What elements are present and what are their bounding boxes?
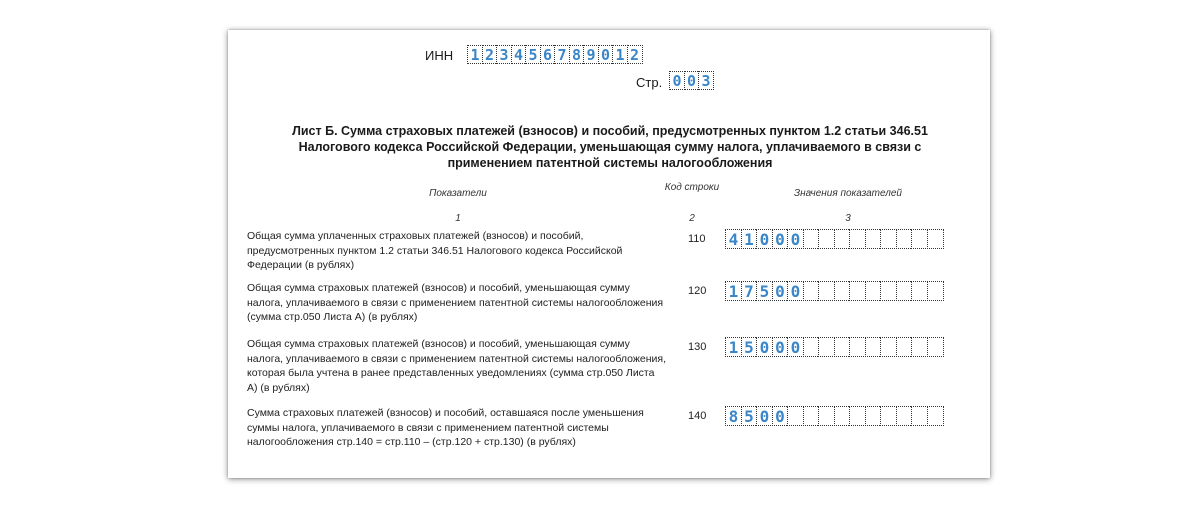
value-digit: [880, 229, 897, 249]
value-digit: [818, 406, 835, 426]
value-digit: 0: [756, 229, 773, 249]
value-digit: [865, 281, 882, 301]
value-digit: 0: [787, 281, 804, 301]
value-digit: 5: [741, 337, 758, 357]
form-sheet: [228, 30, 990, 478]
inn-digit: 1: [612, 45, 628, 64]
inn-digit: 0: [598, 45, 614, 64]
page-digit: 0: [684, 71, 700, 90]
value-digit: 0: [772, 229, 789, 249]
value-digit: [865, 337, 882, 357]
value-digit: 4: [725, 229, 742, 249]
page-label: Стр.: [636, 75, 663, 90]
row-code: 120: [688, 285, 707, 297]
inn-cells: [467, 45, 641, 64]
value-digit: [880, 337, 897, 357]
inn-digit: 8: [569, 45, 585, 64]
column-number-2: 2: [689, 213, 695, 224]
value-digit: 0: [772, 337, 789, 357]
row-code: 110: [688, 233, 706, 245]
inn-digit: 5: [525, 45, 541, 64]
value-digit: [834, 337, 851, 357]
inn-label: ИНН: [425, 48, 454, 63]
value-digit: [865, 406, 882, 426]
value-digit: 1: [741, 229, 758, 249]
value-digit: [818, 281, 835, 301]
column-header-indicators: Показатели: [429, 188, 487, 199]
row-code: 130: [688, 341, 707, 353]
row-description: Общая сумма уплаченных страховых платежей (взносов) и пособий, предусмотренных пунктом 1.2 статьи 346.51 Налогового кодекса Российской Федерации (в рублях): [247, 230, 623, 271]
value-digit: 7: [741, 281, 758, 301]
value-digit: [911, 229, 928, 249]
column-number-3: 3: [845, 213, 851, 224]
value-digit: 1: [725, 281, 742, 301]
inn-digit: 1: [467, 45, 483, 64]
sheet-title: Лист Б. Сумма страховых платежей (взносов) и пособий, предусмотренных пунктом 1.2 статьи 346.51 Налогового кодекса Российской Федерации, уменьшающая сумму налога, уплачиваемого в связи с применением патентной системы налогообложения: [292, 124, 928, 170]
value-digit: [865, 229, 882, 249]
value-digit: [834, 281, 851, 301]
value-digit: [849, 281, 866, 301]
value-digit: [927, 229, 944, 249]
page-cells: [669, 71, 713, 90]
value-digit: [927, 281, 944, 301]
value-digit: [927, 406, 944, 426]
page-digit: 3: [698, 71, 714, 90]
value-digit: [880, 406, 897, 426]
value-digit: [880, 281, 897, 301]
value-digit: [818, 229, 835, 249]
value-digit: 0: [756, 337, 773, 357]
column-number-1: 1: [455, 213, 461, 224]
inn-digit: 9: [583, 45, 599, 64]
row-description: Общая сумма страховых платежей (взносов) и пособий, уменьшающая сумму налога, уплачиваемого в связи с применением патентной системы налогообложения, которая была учтена в ранее представленных уведомлениях (сумма стр.050 Листа А) (в рублях): [247, 338, 667, 394]
value-digit: [896, 229, 913, 249]
value-digit: [803, 406, 820, 426]
value-digit: 8: [725, 406, 742, 426]
value-digit: [911, 406, 928, 426]
value-digit: [787, 406, 804, 426]
value-digit: [803, 337, 820, 357]
value-digit: 0: [787, 229, 804, 249]
inn-digit: 7: [554, 45, 570, 64]
value-digit: [896, 406, 913, 426]
value-digit: [911, 337, 928, 357]
value-digit: [911, 281, 928, 301]
value-digit: [834, 406, 851, 426]
inn-digit: 3: [496, 45, 512, 64]
value-digit: [927, 337, 944, 357]
column-header-code: Код строки: [664, 182, 720, 193]
value-digit: [803, 229, 820, 249]
value-cells: [725, 281, 942, 301]
value-cells: [725, 406, 942, 426]
value-cells: [725, 337, 942, 357]
page-digit: 0: [669, 71, 685, 90]
column-header-values: Значения показателей: [793, 188, 902, 199]
value-digit: 0: [756, 406, 773, 426]
value-digit: 5: [741, 406, 758, 426]
inn-digit: 6: [540, 45, 556, 64]
value-digit: [834, 229, 851, 249]
value-digit: [896, 337, 913, 357]
value-digit: [849, 406, 866, 426]
value-digit: 0: [787, 337, 804, 357]
value-digit: 1: [725, 337, 742, 357]
row-description: Общая сумма страховых платежей (взносов) и пособий, уменьшающая сумму налога, уплачиваемого в связи с применением патентной системы налогообложения (сумма стр.050 Листа А) (в рублях): [247, 282, 664, 323]
value-digit: 0: [772, 281, 789, 301]
value-digit: [818, 337, 835, 357]
inn-digit: 4: [511, 45, 527, 64]
value-digit: [849, 337, 866, 357]
value-digit: 0: [772, 406, 789, 426]
inn-digit: 2: [627, 45, 643, 64]
value-cells: [725, 229, 942, 249]
inn-digit: 2: [482, 45, 498, 64]
row-description: Сумма страховых платежей (взносов) и пособий, оставшаяся после уменьшения суммы налога, уплачиваемого в связи с применением патентной системы налогообложения стр.140 = стр.110 – (стр.120 + стр.130) (в рублях): [247, 407, 644, 448]
value-digit: 5: [756, 281, 773, 301]
value-digit: [803, 281, 820, 301]
value-digit: [849, 229, 866, 249]
row-code: 140: [688, 410, 707, 422]
value-digit: [896, 281, 913, 301]
